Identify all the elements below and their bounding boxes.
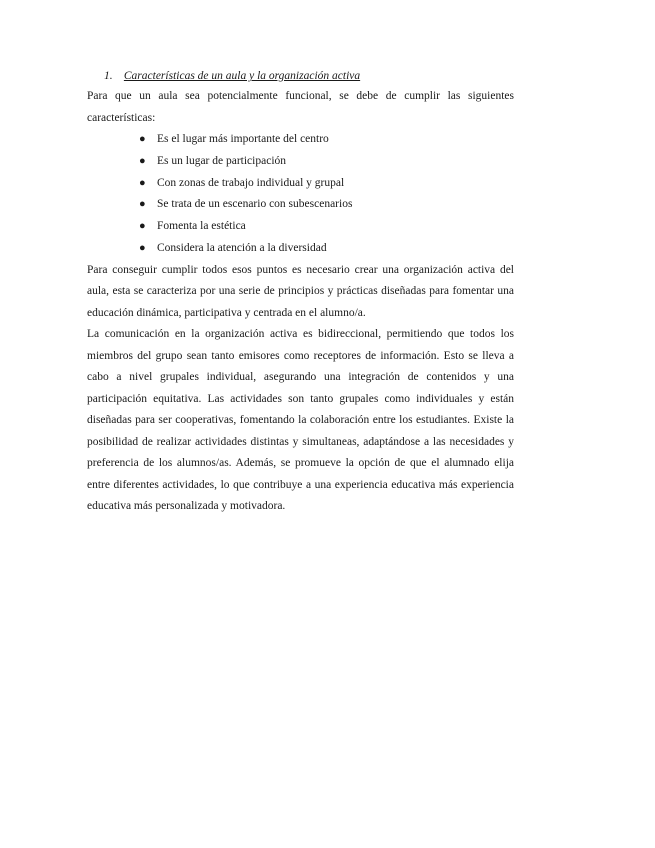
list-item-text: Fomenta la estética (157, 220, 246, 233)
body-paragraph-1: Para conseguir cumplir todos esos puntos es necesario crear una organización activa del aula, esta se caracteriza por una serie de principios y prácticas diseñadas para fomentar una educación dinámica, participativa y centrada en el alumno/a. (87, 263, 514, 319)
list-item (139, 216, 514, 238)
bullet-icon: ● (139, 133, 146, 145)
bullet-icon: ● (139, 220, 146, 233)
bullet-icon: ● (139, 198, 146, 211)
bullet-icon: ● (139, 176, 146, 189)
list-item (139, 238, 514, 260)
list-item-text: Se trata de un escenario con subescenarios (157, 198, 353, 211)
list-item-text: Es el lugar más importante del centro (157, 133, 329, 145)
document-page (87, 66, 514, 518)
intro-paragraph: Para que un aula sea potencialmente funcional, se debe de cumplir las siguientes características: (87, 90, 514, 124)
section-title: Características de un aula y la organización activa (123, 70, 361, 82)
list-item (139, 151, 514, 173)
bullet-icon: ● (139, 154, 146, 167)
list-item (139, 129, 514, 151)
list-item-text: Con zonas de trabajo individual y grupal (157, 176, 345, 189)
list-item-text: Es un lugar de participación (157, 154, 287, 167)
bullet-icon: ● (139, 241, 146, 254)
list-item (139, 173, 514, 195)
body-paragraph-2: La comunicación en la organización activa es bidireccional, permitiendo que todos los miembros del grupo sean tanto emisores como receptores de información. Esto se lleva a cabo a nivel grupales individual, asegurando una integración de contenidos y una participación equitativa. Las actividades son tanto grupales como individuales y están diseñadas para ser cooperativas, fomentando la colaboración entre los estudiantes. Existe la posibilidad de realizar actividades distintas y simultaneas, adaptándose a las necesidades y preferencia de los alumnos/as. Además, se promueve la opción de que el alumnado elija entre diferentes actividades, lo que contribuye a una experiencia educativa más experiencia educativa más personalizada y motivadora. (87, 328, 514, 513)
list-item (139, 194, 514, 216)
characteristics-list (87, 129, 514, 260)
section-heading (104, 66, 514, 86)
list-item-text: Considera la atención a la diversidad (157, 241, 327, 254)
section-number: 1. (104, 70, 113, 82)
